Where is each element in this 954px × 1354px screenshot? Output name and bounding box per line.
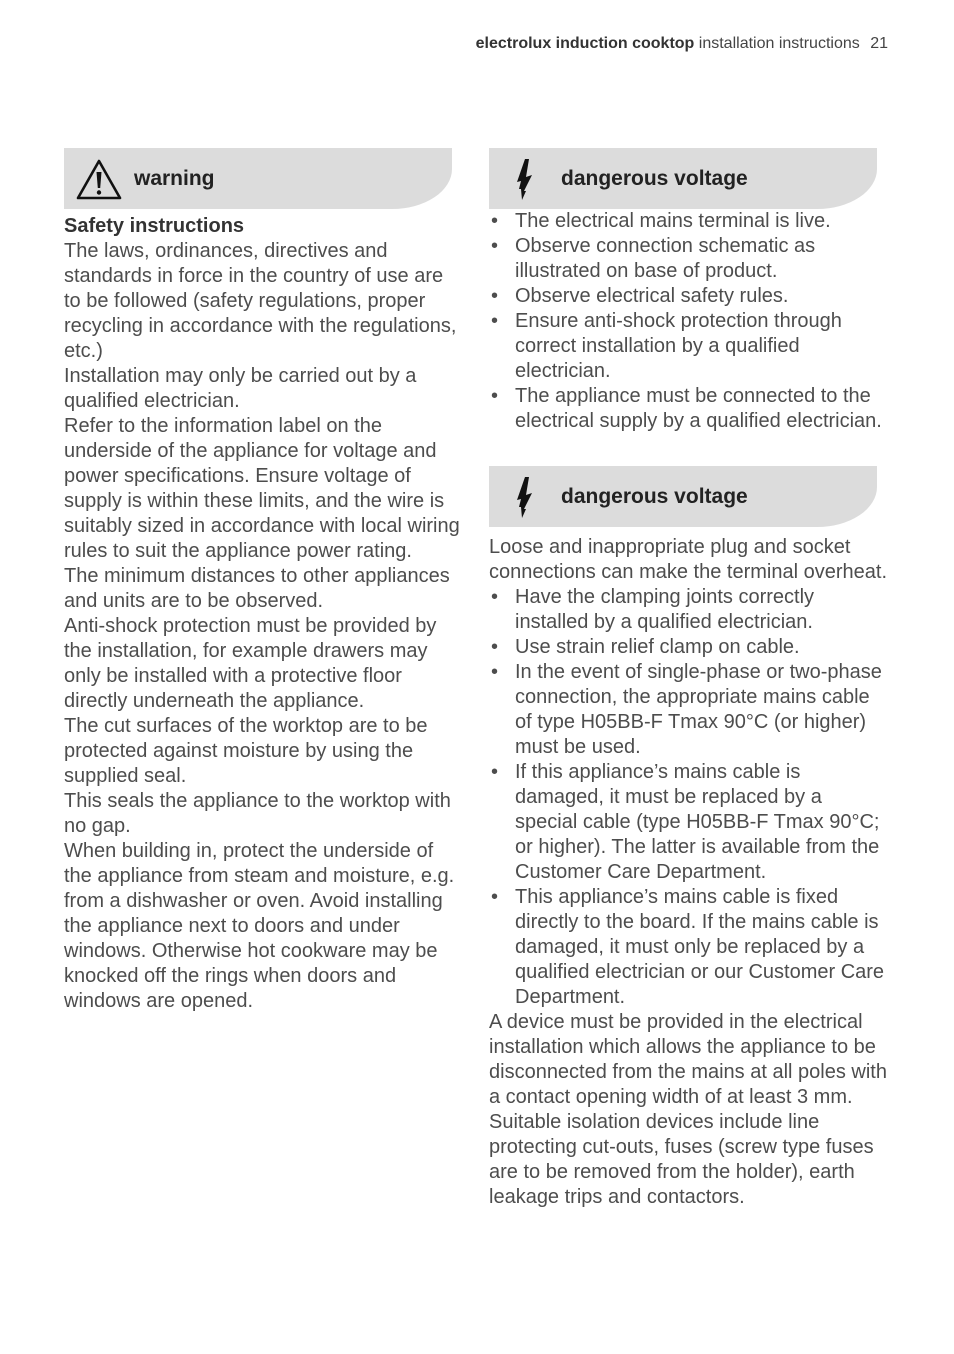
paragraph: The laws, ordinances, directives and standards in force in the country of use are to be followed (safety regulations, proper recycling in accordance with the regulations, etc.) — [64, 240, 457, 362]
warning-banner — [64, 148, 452, 209]
page-number: 21 — [870, 35, 888, 52]
list-item: • Observe connection schematic as illustrated on base of product. — [489, 234, 889, 284]
list-item: • This appliance’s mains cable is fixed directly to the board. If the mains cable is damaged, it must only be replaced by a qualified electrician or our Customer Care Department. — [489, 885, 889, 1010]
paragraph: This seals the appliance to the worktop with no gap. — [64, 790, 451, 837]
paragraph: Suitable isolation devices include line protecting cut-outs, fuses (screw type fuses are to be removed from the holder), earth leakage trips and contactors. — [489, 1111, 874, 1208]
paragraph: Anti-shock protection must be provided by the installation, for example drawers may only be installed with a protective floor directly underneath the appliance. — [64, 615, 437, 712]
warning-title: warning — [134, 166, 215, 190]
terminal-bullet-list — [489, 585, 889, 1010]
dangerous-voltage-banner — [489, 148, 877, 209]
lightning-bolt-icon — [489, 157, 561, 201]
list-item: • Have the clamping joints correctly installed by a qualified electrician. — [489, 585, 889, 635]
safety-section — [64, 214, 464, 1014]
header-subtitle: installation instructions — [698, 35, 860, 52]
section-subheading: Safety instructions — [64, 215, 245, 237]
list-item: • If this appliance’s mains cable is damaged, it must be replaced by a special cable (type H05BB-F Tmax 90°C; or higher). The latter is available from the Customer Care Department. — [489, 760, 889, 885]
lightning-bolt-icon — [489, 475, 561, 519]
warning-triangle-icon — [64, 158, 134, 200]
voltage-bullet-list — [489, 209, 889, 434]
dangerous-voltage-banner — [489, 466, 877, 527]
list-item: • Use strain relief clamp on cable. — [489, 635, 889, 660]
banner-title: dangerous voltage — [561, 484, 748, 508]
terminal-section — [489, 535, 889, 1210]
paragraph: Installation may only be carried out by a qualified electrician. — [64, 365, 417, 412]
paragraph: A device must be provided in the electrical installation which allows the appliance to be disconnected from the mains at all poles with a contact opening width of at least 3 mm. — [489, 1011, 887, 1108]
left-column — [64, 148, 464, 1014]
list-item: • The appliance must be connected to the electrical supply by a qualified electrician. — [489, 384, 889, 434]
right-column — [489, 148, 889, 1210]
list-item: • Observe electrical safety rules. — [489, 284, 889, 309]
paragraph: When building in, protect the underside of the appliance from steam and moisture, e.g. from a dishwasher or oven. Avoid installing the appliance next to doors and under windows. Otherwise hot cookware may be knocked off the rings when doors and windows are opened. — [64, 840, 455, 1012]
paragraph: Refer to the information label on the underside of the appliance for voltage and power specifications. Ensure voltage of supply is within these limits, and the wire is suitably sized in accordance with local wiring rules to suit the appliance power rating. — [64, 415, 460, 562]
banner-title: dangerous voltage — [561, 166, 748, 190]
paragraph: Loose and inappropriate plug and socket connections can make the terminal overheat. — [489, 536, 887, 583]
list-item: • Ensure anti-shock protection through correct installation by a qualified electrician. — [489, 309, 889, 384]
page-header — [476, 35, 888, 53]
list-item: • The electrical mains terminal is live. — [489, 209, 889, 234]
header-brand: electrolux induction cooktop — [475, 35, 695, 52]
paragraph: The minimum distances to other appliances and units are to be observed. — [64, 565, 450, 612]
list-item: • In the event of single-phase or two-phase connection, the appropriate mains cable of type H05BB-F Tmax 90°C (or higher) must be used. — [489, 660, 889, 760]
paragraph: The cut surfaces of the worktop are to be protected against moisture by using the supplied seal. — [64, 715, 428, 787]
